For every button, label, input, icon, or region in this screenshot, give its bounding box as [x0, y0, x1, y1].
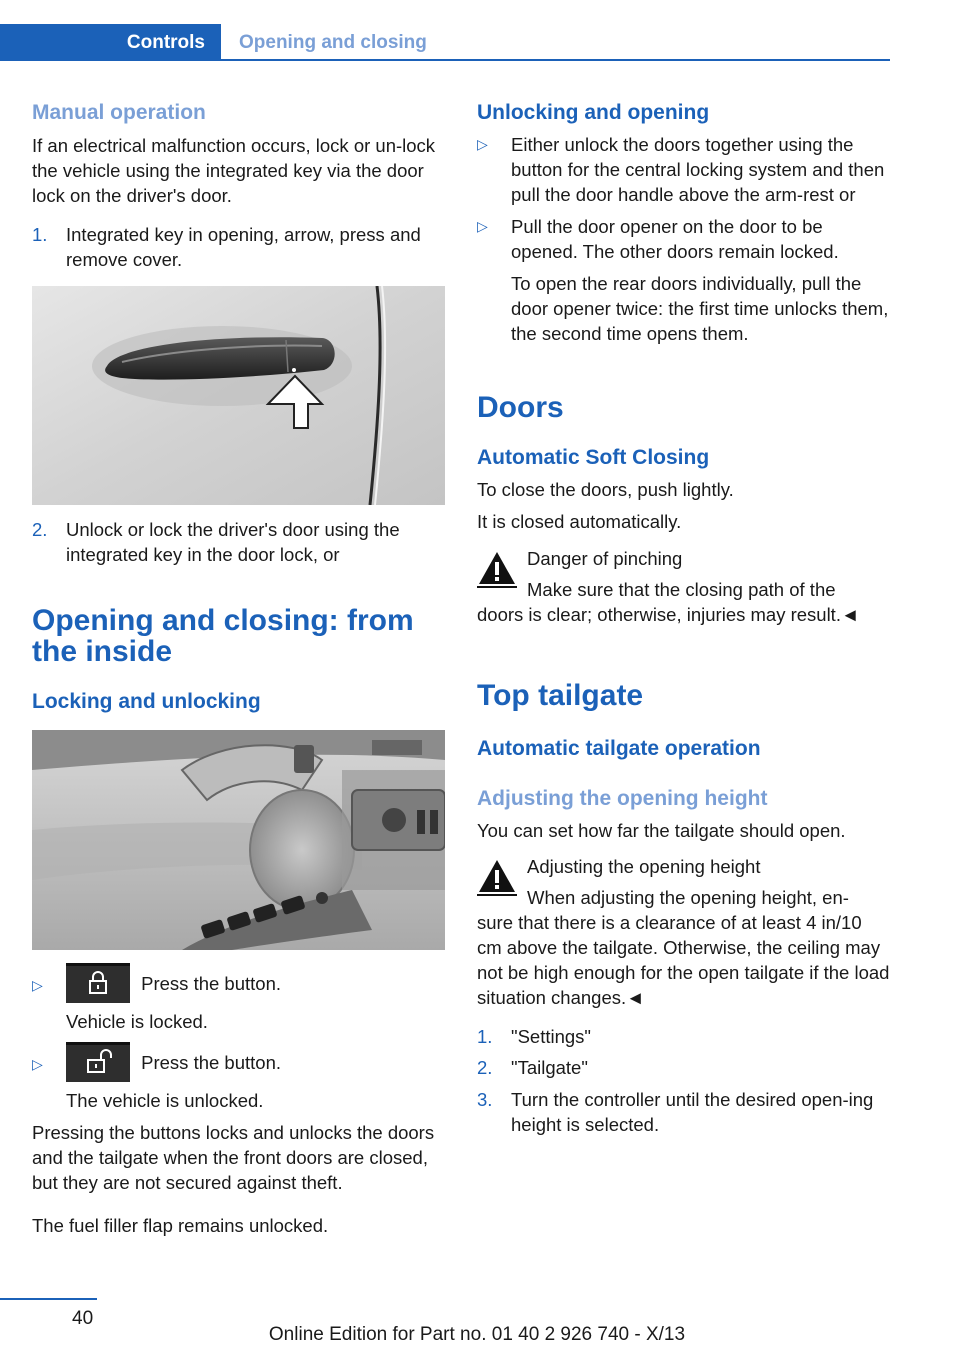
warning-text-rest: sure that there is a clearance of at least 4 in/10 cm above the tailgate. Otherwise, the ceiling may not be high enough for the open tailgate if the load situation changes.◄: [477, 912, 890, 1008]
warning-text-line: Make sure that the closing path of the: [527, 579, 836, 600]
step-text: Turn the controller until the desired open-ing height is selected.: [511, 1089, 874, 1135]
list-item: [32, 517, 446, 567]
step-text: Integrated key in opening, arrow, press and remove cover.: [66, 224, 421, 270]
warning-title: Danger of pinching: [527, 548, 683, 569]
opening-height-text: You can set how far the tailgate should open.: [477, 820, 846, 841]
step-number: 1.: [32, 224, 48, 245]
header-tab-opening-closing[interactable]: Opening and closing: [239, 32, 427, 53]
manual-operation-heading: Manual operation: [32, 101, 206, 124]
soft-closing-text-1: To close the doors, push lightly.: [477, 479, 734, 500]
right-column: [477, 100, 891, 1137]
list-item: [477, 1055, 891, 1080]
step-number: 2.: [477, 1057, 493, 1078]
step-number: 2.: [32, 519, 48, 540]
page-number: 40: [72, 1308, 94, 1329]
top-tailgate-title: Top tailgate: [477, 679, 644, 712]
list-item: [32, 963, 446, 1003]
open-padlock-icon: [66, 1042, 130, 1082]
lock-button-icon[interactable]: [66, 963, 130, 1003]
list-item: [477, 132, 891, 207]
lock-result-text: Vehicle is locked.: [66, 1011, 208, 1032]
warning-text-rest: doors is clear; otherwise, injuries may result.◄: [477, 604, 860, 625]
bullet-text: Press the button.: [141, 1051, 282, 1073]
soft-closing-text-2: It is closed automatically.: [477, 511, 682, 532]
fuel-flap-text: The fuel filler flap remains unlocked.: [32, 1215, 329, 1236]
step-text: "Settings": [511, 1026, 591, 1047]
left-column: [32, 100, 446, 1238]
unlock-result-text: The vehicle is unlocked.: [66, 1090, 264, 1111]
doors-title: Doors: [477, 391, 564, 424]
door-handle-figure: [32, 286, 445, 505]
bullet-marker: ▷: [32, 977, 43, 993]
warning-title: Adjusting the opening height: [527, 856, 761, 877]
auto-tailgate-heading: Automatic tailgate operation: [477, 737, 761, 760]
bullet-marker: ▷: [477, 136, 488, 152]
opening-height-warning: [477, 854, 891, 1010]
list-item: [32, 222, 446, 272]
soft-closing-heading: Automatic Soft Closing: [477, 446, 710, 469]
edition-footer: Online Edition for Part no. 01 40 2 926 740 - X/13: [268, 1324, 686, 1345]
bullet-marker: ▷: [32, 1056, 43, 1072]
header-tab-controls[interactable]: Controls: [0, 24, 221, 61]
padlock-icon: [66, 963, 130, 1003]
warning-triangle-icon: [477, 550, 517, 588]
warning-text-line: When adjusting the opening height, en-: [527, 887, 849, 908]
bullet-text: Either unlock the doors together using the button for the central locking system and then pull the door handle above the arm-rest or: [511, 134, 885, 205]
locking-explanation-text: Pressing the buttons locks and unlocks the doors and the tailgate when the front doors are closed, but they are not secured against theft.: [32, 1122, 435, 1193]
bullet-text: Press the button.: [141, 972, 282, 994]
unlocking-opening-heading: Unlocking and opening: [477, 101, 710, 124]
pinching-warning: [477, 546, 891, 627]
unlock-button-icon[interactable]: [66, 1042, 130, 1082]
rear-doors-text: To open the rear doors individually, pull the door opener twice: the first time unlocks them, the second time opens them.: [511, 273, 889, 344]
footer-rule: [0, 1298, 97, 1300]
section-title-opening-inside: Opening and closing: from the inside: [32, 604, 414, 668]
header-rule: [221, 59, 890, 61]
step-number: 1.: [477, 1026, 493, 1047]
bullet-marker: ▷: [477, 218, 488, 234]
warning-triangle-icon: [477, 858, 517, 896]
interior-door-illustration: [32, 730, 445, 950]
list-item: [477, 1087, 891, 1137]
bullet-text: Pull the door opener on the door to be opened. The other doors remain locked.: [511, 216, 839, 262]
step-text: Unlock or lock the driver's door using the integrated key in the door lock, or: [66, 519, 400, 565]
locking-unlocking-heading: Locking and unlocking: [32, 690, 261, 713]
opening-height-heading: Adjusting the opening height: [477, 787, 768, 810]
door-handle-illustration: [32, 286, 445, 505]
step-text: "Tailgate": [511, 1057, 588, 1078]
manual-operation-text: If an electrical malfunction occurs, lock or un-lock the vehicle using the integrated key via the door lock on the driver's door.: [32, 135, 436, 206]
interior-door-figure: [32, 730, 445, 950]
list-item: [477, 1024, 891, 1049]
step-number: 3.: [477, 1089, 493, 1110]
list-item: [32, 1042, 446, 1082]
list-item: [477, 214, 891, 264]
